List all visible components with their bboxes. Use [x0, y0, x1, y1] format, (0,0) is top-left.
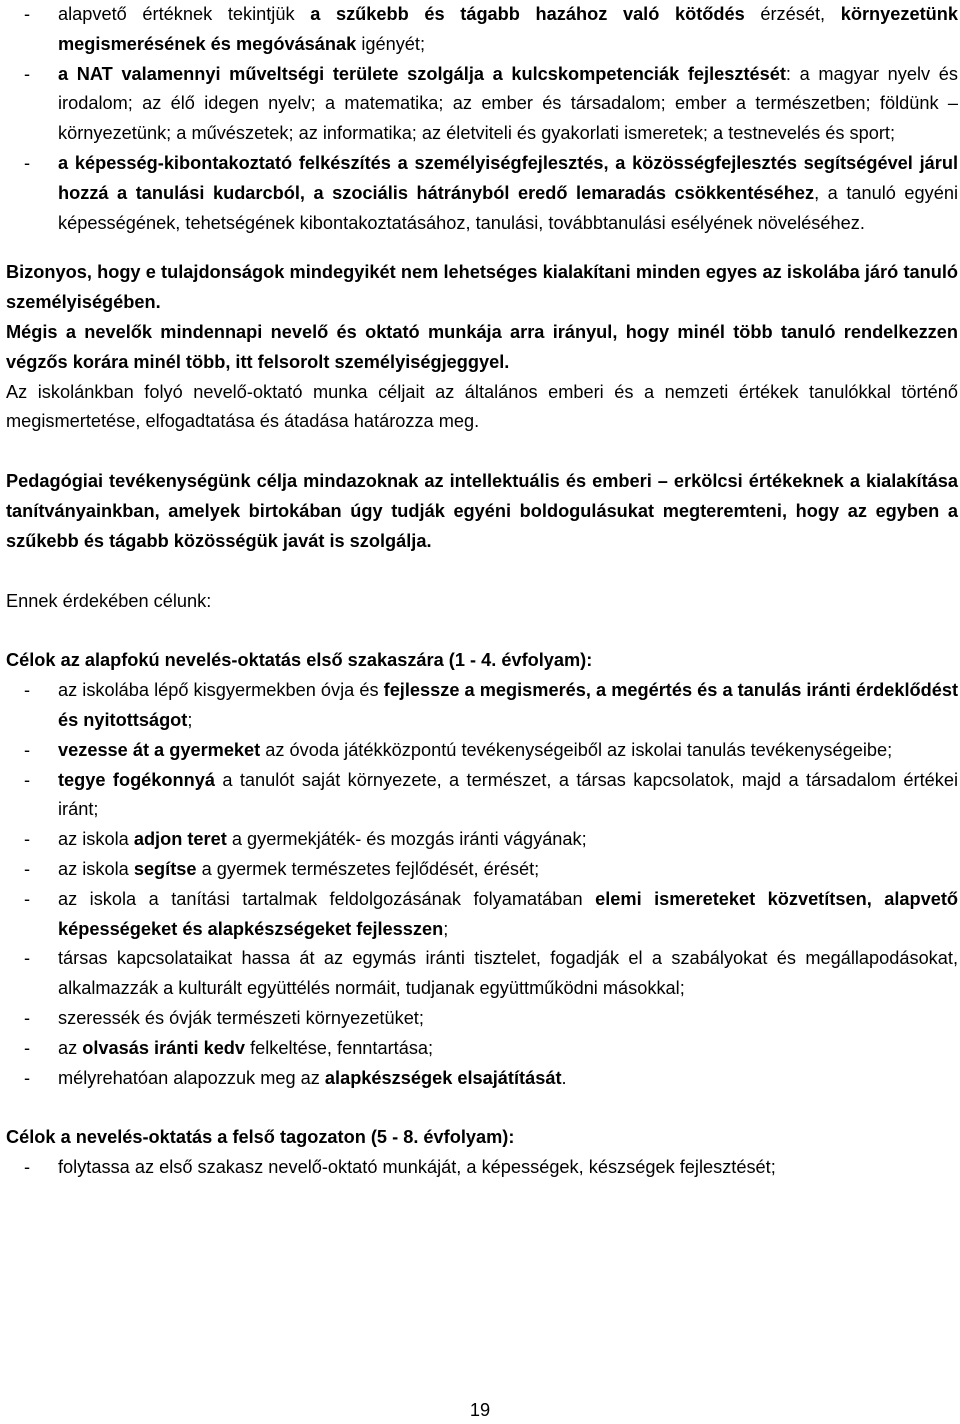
- list-item: [6, 825, 958, 855]
- list-item-text: a tanulót saját környezete, a természet, a társas kapcsolatok, majd a társadalom értékei iránt;: [58, 769, 958, 820]
- list-item: [6, 855, 958, 885]
- list-item: [6, 1004, 958, 1034]
- dash-marker: -: [24, 152, 31, 173]
- paragraph-pedagogical-goal: Pedagógiai tevékenységünk célja mindazoknak az intellektuális és emberi – erkölcsi értékeknek a kialakítása tanítványainkban, amelyek birtokában úgy tudják egyéni boldogulásukat megteremteni, hogy az egyben a szűkebb és tágabb közösségük javát is szolgálja.: [6, 471, 958, 551]
- list-item-text: .: [561, 1067, 567, 1088]
- list-item-text: segítse: [133, 858, 197, 879]
- list-item-text: az iskola: [58, 829, 134, 850]
- list-item: [6, 149, 958, 238]
- list-item-text: az iskolába lépő kisgyermekben óvja és: [58, 680, 384, 701]
- list-item-text: folytassa az első szakasz nevelő-oktató munkáját, a képességek, készségek fejlesztését;: [58, 1157, 776, 1178]
- upper-grade-goals-list: [6, 1153, 958, 1183]
- dash-marker: -: [24, 680, 31, 701]
- list-item: [6, 1034, 958, 1064]
- heading-lower-grades: Célok az alapfokú nevelés-oktatás első szakaszára (1 - 4. évfolyam):: [6, 650, 593, 671]
- list-item-text: alapkészségek elsajátítását: [324, 1067, 562, 1088]
- list-item-text: környezetünk megismerésének és megóvásának: [58, 4, 958, 54]
- list-item-text: szeressék és óvják természeti környezetüket;: [58, 1007, 424, 1028]
- document-page: [6, 0, 958, 1183]
- list-item-text: a gyermek természetes fejlődését, érését;: [196, 858, 540, 879]
- list-item: [6, 736, 958, 766]
- list-item-text: felkeltése, fenntartása;: [245, 1037, 434, 1058]
- dash-marker: -: [24, 4, 31, 24]
- list-item: [6, 885, 958, 945]
- list-item-text: érzését,: [744, 4, 841, 24]
- dash-marker: -: [24, 1157, 31, 1178]
- dash-marker: -: [24, 769, 31, 790]
- list-item-text: mélyrehatóan alapozzuk meg az: [58, 1067, 325, 1088]
- list-item-text: ;: [443, 918, 449, 939]
- value-list: [6, 0, 958, 238]
- dash-marker: -: [24, 858, 31, 879]
- list-item-text: : a magyar nyelv és irodalom; az élő idegen nyelv; a matematika; az ember és társadalom; ember a természetben; földünk – környezetünk; a művészetek; az informatika; az életviteli és gyakorlati ismeretek; a testnevelés és sport;: [58, 63, 958, 144]
- list-item-text: , a tanuló egyéni képességének, tehetségének kibontakoztatásához, tanulási, továbbtanulási esélyének növeléséhez.: [58, 182, 958, 233]
- list-item-text: az iskola: [58, 858, 134, 879]
- list-item: [6, 60, 958, 149]
- dash-marker: -: [24, 1067, 31, 1088]
- list-item-text: alapvető értéknek tekintjük: [58, 4, 311, 24]
- list-item-text: a képesség-kibontakoztató felkészítés a személyiségfejlesztés, a közösségfejlesztés segítségével járul hozzá a tanulási kudarcból, a szociális hátrányból eredő lemaradás csökkentéséhez: [58, 152, 958, 203]
- dash-marker: -: [24, 1007, 31, 1028]
- list-item-text: az iskola a tanítási tartalmak feldolgozásának folyamatában: [58, 888, 596, 909]
- list-item-text: az óvoda játékközpontú tevékenységeiből az iskolai tanulás tevékenységeibe;: [260, 739, 893, 760]
- list-item: [6, 766, 958, 826]
- list-item-text: elemi ismereteket közvetítsen, alapvető képességeket és alapkészségeket fejlesszen: [58, 888, 958, 939]
- list-item: [6, 0, 958, 60]
- list-item: [6, 944, 958, 1004]
- list-item-text: olvasás iránti kedv: [82, 1037, 246, 1058]
- paragraph-personality-traits: Bizonyos, hogy e tulajdonságok mindegyikét nem lehetséges kialakítani minden egyes az iskolába járó tanuló személyiségében.: [6, 262, 958, 313]
- list-item-text: a szűkebb és tágabb hazához való kötődés: [310, 4, 745, 24]
- dash-marker: -: [24, 1037, 31, 1058]
- list-item-text: tegye fogékonnyá: [58, 769, 215, 790]
- paragraph-school-goals: Az iskolánkban folyó nevelő-oktató munka céljait az általános emberi és a nemzeti értékek tanulókkal történő megismertetése, elfogadtatása és átadása határozza meg.: [6, 381, 958, 432]
- list-item-text: a NAT valamennyi műveltségi területe szolgálja a kulcskompetenciák fejlesztését: [58, 63, 786, 84]
- list-item-text: ;: [187, 709, 193, 730]
- list-item-text: társas kapcsolataikat hassa át az egymás iránti tisztelet, fogadják el a szabályokat és megállapodásokat, alkalmazzák a kulturált együttélés normáit, tudjanak együttműködni másokkal;: [58, 948, 958, 999]
- dash-marker: -: [24, 739, 31, 760]
- list-item: [6, 1064, 958, 1094]
- page-number: 19: [469, 1400, 491, 1420]
- dash-marker: -: [24, 948, 31, 969]
- paragraph-our-aim: Ennek érdekében célunk:: [6, 590, 212, 611]
- lower-grade-goals-list: [6, 676, 958, 1093]
- dash-marker: -: [24, 63, 31, 84]
- dash-marker: -: [24, 829, 31, 850]
- list-item-text: a gyermekjáték- és mozgás iránti vágyának;: [226, 829, 587, 850]
- heading-upper-grades: Célok a nevelés-oktatás a felső tagozaton (5 - 8. évfolyam):: [6, 1127, 515, 1148]
- list-item-text: az: [58, 1037, 83, 1058]
- list-item-text: igényét;: [356, 33, 426, 54]
- list-item-text: adjon teret: [133, 829, 227, 850]
- list-item-text: vezesse át a gyermeket: [58, 739, 261, 760]
- list-item-text: fejlessze a megismerés, a megértés és a tanulás iránti érdeklődést és nyitottságot: [58, 680, 959, 730]
- paragraph-teachers-work: Mégis a nevelők mindennapi nevelő és oktató munkája arra irányul, hogy minél több tanuló rendelkezzen végzős korára minél több, itt felsorolt személyiségjeggyel.: [6, 321, 958, 372]
- list-item: [6, 676, 958, 736]
- list-item: [6, 1153, 958, 1183]
- dash-marker: -: [24, 888, 31, 909]
